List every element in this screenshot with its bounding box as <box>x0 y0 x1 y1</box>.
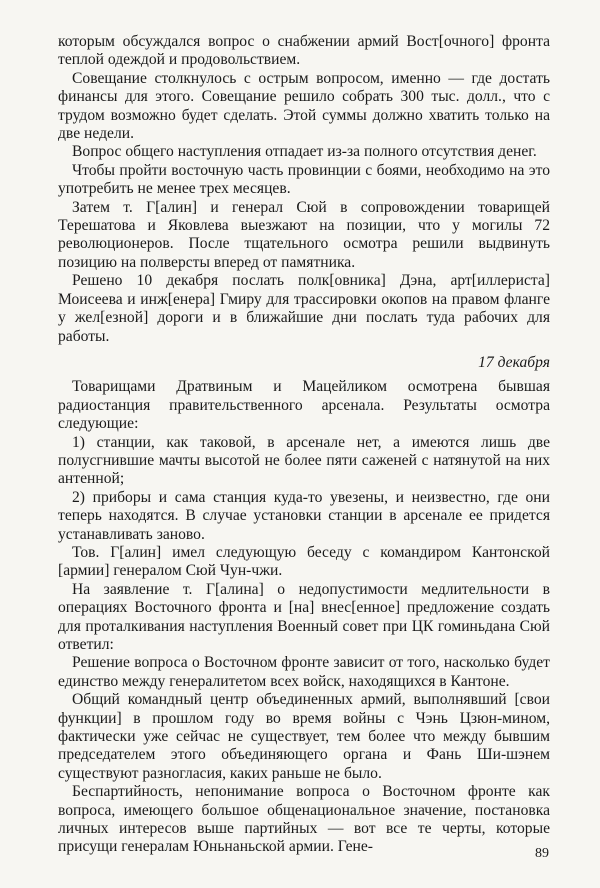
paragraph: Решено 10 декабря послать полк[овника] Дэна, арт[иллериста] Моисеева и инж[енера] Гмиру для трассировки окопов на правом фланге у жел[езной] дороги и в ближайшие дни послать туда рабочих для работы. <box>58 272 550 345</box>
paragraph: Совещание столкнулось с острым вопросом, именно — где достать финансы для этого. Совещание решило собрать 300 тыс. долл., что с трудом возможно будет сделать. Этой суммы должно хватить только на две недели. <box>58 69 550 143</box>
paragraph: Тов. Г[алин] имел следующую беседу с командиром Кантонской [армии] генералом Сюй Чун-чжи. <box>58 543 550 580</box>
paragraph: Чтобы пройти восточную часть провинции с боями, необходимо на это употребить не менее трех месяцев. <box>58 161 550 198</box>
page-body-text <box>58 33 550 857</box>
paragraph: На заявление т. Г[алина] о недопустимости медлительности в операциях Восточного фронта и [на] внес[енное] предложение создать для проталкивания наступления Военный совет при ЦК гоминьдана Сюй ответил: <box>58 580 550 653</box>
paragraph: Беспартийность, непонимание вопроса о Восточном фронте как вопроса, имеющего большое общенациональное значение, постановка личных интересов выше партийных — вот все те черты, которые присущи генералам Юньнаньской армии. Гене- <box>58 783 550 856</box>
paragraph: Решение вопроса о Восточном фронте зависит от того, насколько будет единство между генералитетом всех войск, находящихся в Кантоне. <box>58 654 550 690</box>
paragraph: 2) приборы и сама станция куда-то увезены, и неизвестно, где они теперь находятся. В случае установки станции в арсенале ее придется устанавливать заново. <box>58 488 550 543</box>
paragraph: Затем т. Г[алин] и генерал Сюй в сопровождении товарищей Терешатова и Яковлева выезжают на позиции, что у могилы 72 революционеров. После тщательного осмотра решили выдвинуть позицию на полверсты вперед от памятника. <box>58 198 550 271</box>
paragraph: Товарищами Дратвиным и Мацейликом осмотрена бывшая радиостанция правительственного арсенала. Результаты осмотра следующие: <box>58 378 550 433</box>
paragraph: 1) станции, как таковой, в арсенале нет, а имеются лишь две полусгнившие мачты высотой не более пяти саженей с натянутой на них антенной; <box>58 433 550 488</box>
date-heading: 17 декабря <box>478 353 550 371</box>
paragraph: которым обсуждался вопрос о снабжении армий Вост[очного] фронта теплой одеждой и продовольствием. <box>58 33 550 69</box>
paragraph: Общий командный центр объединенных армий, выполнявший [свои функции] в прошлом году во время войны с Чэнь Цзюн-мином, фактически уже сейчас не существует, тем более что между бывшим председателем этого объединяющего органа и Фань Ши-шэнем существуют разногласия, каких раньше не было. <box>58 691 550 782</box>
paragraph: Вопрос общего наступления отпадает из-за полного отсутствия денег. <box>72 143 537 161</box>
page-number: 89 <box>535 846 549 861</box>
